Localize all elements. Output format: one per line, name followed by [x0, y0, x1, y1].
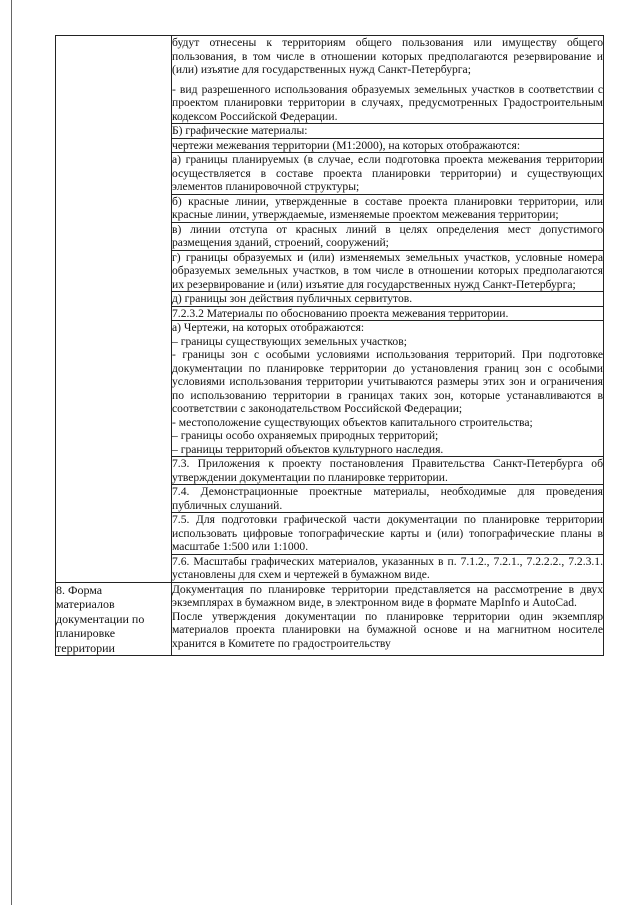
paragraph: - вид разрешенного использования образуемых земельных участков в соответствии с проектом планировки территории в случаях, предусмотренных Градостроительным кодексом Российской Федерации. — [172, 82, 603, 123]
content-cell — [172, 306, 604, 321]
terms-table — [55, 35, 604, 656]
content-cell — [172, 457, 604, 485]
paragraph: в) линии отступа от красных линий в целях определения мест допустимого размещения зданий, строений, сооружений; — [172, 222, 603, 249]
paragraph: будут отнесены к территориям общего пользования или имуществу общего пользования, в том числе в отношении которых предполагаются резервирование и (или) изъятие для государственных нужд Санкт-Петербурга; — [172, 36, 603, 76]
paragraph: - границы зон с особыми условиями использования территорий. При подготовке документации по планировке территории до установления границ зон с особыми условиями использования территории учитываются размеры этих зон и ограничения по использованию территории в границах таких зон, которые устанавливаются в соответствии с законодательством Российской Федерации; — [172, 348, 603, 415]
content-cell — [172, 153, 604, 195]
paragraph: 7.5. Для подготовки графической части документации по планировке территории использовать цифровые топографические карты и (или) топографические планы в масштабе 1:500 или 1:1000. — [172, 513, 603, 553]
paragraph: После утверждения документации по планировке территории один экземпляр материалов проекта планировки на бумажной основе и на магнитном носителе хранится в Комитете по градостроительству — [172, 609, 603, 650]
paragraph: 7.4. Демонстрационные проектные материалы, необходимые для проведения публичных слушаний. — [172, 485, 603, 512]
content-cell — [172, 554, 604, 582]
content-cell — [172, 513, 604, 555]
paragraph: чертежи межевания территории (М1:2000), на которых отображаются: — [172, 138, 521, 152]
content-cell — [172, 321, 604, 457]
content-cell — [172, 194, 604, 222]
paragraph: Б) графические материалы: — [172, 124, 308, 137]
paragraph: г) границы образуемых и (или) изменяемых земельных участков, условные номера образуемых земельных участков, в том числе в отношении которых предполагаются их резервирование и (или) изъятие для государственных нужд Санкт-Петербурга; — [172, 250, 603, 291]
paragraph: а) Чертежи, на которых отображаются: — [172, 321, 365, 334]
content-cell — [172, 582, 604, 656]
section-label-line: материалов — [56, 597, 115, 611]
paragraph: - местоположение существующих объектов капитального строительства; — [172, 415, 533, 429]
paragraph: 7.3. Приложения к проекту постановления Правительства Санкт-Петербурга об утверждении документации по планировке территории. — [172, 457, 603, 484]
section-label-line: территории — [56, 640, 115, 655]
content-cell — [172, 138, 604, 153]
section-label-cell — [56, 36, 172, 583]
content-cell — [172, 485, 604, 513]
content-cell — [172, 292, 604, 307]
section-label-line: документации по — [56, 611, 145, 626]
paragraph: – границы территорий объектов культурного наследия. — [172, 442, 444, 456]
scan-edge-line — [11, 0, 12, 905]
paragraph: – границы существующих земельных участков; — [172, 334, 407, 348]
content-cell — [172, 36, 604, 124]
paragraph: а) границы планируемых (в случае, если подготовка проекта межевания территории осуществляется в составе проекта планировки территории) и существующих элементов планировочной структуры; — [172, 153, 603, 193]
table-row — [56, 36, 604, 124]
section-label-line: планировке — [56, 626, 116, 640]
paragraph: 7.2.3.2 Материалы по обоснованию проекта межевания территории. — [172, 306, 509, 320]
content-cell — [172, 124, 604, 139]
paragraph: 7.6. Масштабы графических материалов, указанных в п. 7.1.2., 7.2.1., 7.2.2.2., 7.2.3.1. установлены для схем и чертежей в бумажном виде. — [172, 554, 603, 581]
content-cell — [172, 222, 604, 250]
paragraph: д) границы зон действия публичных сервитутов. — [172, 292, 413, 305]
paragraph: Документация по планировке территории представляется на рассмотрение в двух экземплярах в бумажном виде, в электронном виде в формате MapInfo и AutoCad. — [172, 582, 603, 609]
section-label-cell — [56, 582, 172, 656]
paragraph: – границы особо охраняемых природных территорий; — [172, 429, 439, 442]
content-cell — [172, 250, 604, 292]
section-label-line: 8. Форма — [56, 582, 103, 597]
paragraph: б) красные линии, утвержденные в составе проекта планировки территории, или красные линии, утверждаемые, изменяемые проектом межевания территории; — [172, 194, 603, 221]
table-row — [56, 582, 604, 656]
